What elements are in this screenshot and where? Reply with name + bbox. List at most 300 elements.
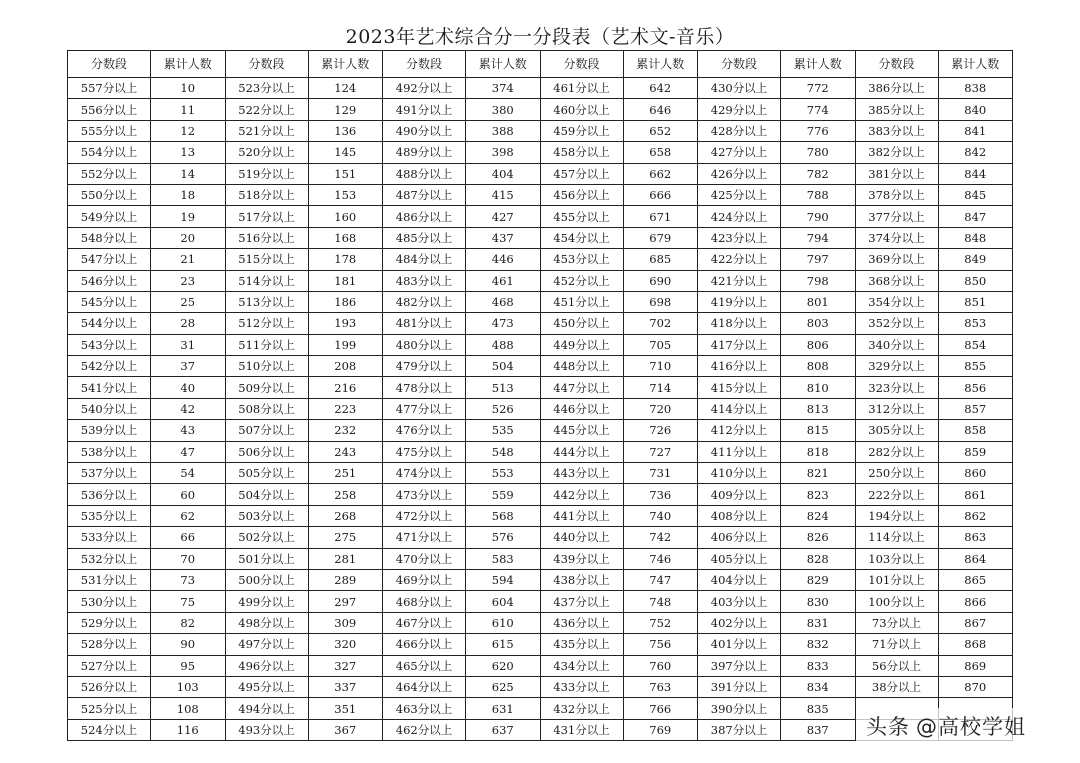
table-row — [68, 484, 1013, 505]
count-cell: 747 — [623, 569, 698, 590]
table-row — [68, 634, 1013, 655]
score-cell: 438分以上 — [540, 569, 623, 590]
count-cell: 535 — [466, 420, 541, 441]
count-cell: 853 — [938, 313, 1013, 334]
score-cell: 520分以上 — [225, 142, 308, 163]
score-cell: 428分以上 — [698, 120, 781, 141]
count-cell: 21 — [151, 249, 226, 270]
count-cell: 823 — [781, 484, 856, 505]
score-cell: 71分以上 — [855, 634, 938, 655]
score-cell: 421分以上 — [698, 270, 781, 291]
score-cell: 416分以上 — [698, 356, 781, 377]
score-cell: 194分以上 — [855, 505, 938, 526]
score-cell: 509分以上 — [225, 377, 308, 398]
count-cell: 103 — [151, 676, 226, 697]
score-cell: 482分以上 — [383, 291, 466, 312]
score-cell: 374分以上 — [855, 227, 938, 248]
count-cell: 726 — [623, 420, 698, 441]
column-header-count: 累计人数 — [623, 51, 698, 78]
count-cell: 798 — [781, 270, 856, 291]
count-cell: 666 — [623, 184, 698, 205]
count-cell: 42 — [151, 398, 226, 419]
score-cell: 405分以上 — [698, 548, 781, 569]
count-cell: 865 — [938, 569, 1013, 590]
score-cell: 489分以上 — [383, 142, 466, 163]
count-cell: 66 — [151, 527, 226, 548]
count-cell: 788 — [781, 184, 856, 205]
table-row — [68, 334, 1013, 355]
table-row — [68, 78, 1013, 99]
count-cell: 864 — [938, 548, 1013, 569]
count-cell: 870 — [938, 676, 1013, 697]
score-cell: 312分以上 — [855, 398, 938, 419]
count-cell: 258 — [308, 484, 383, 505]
score-cell: 528分以上 — [68, 634, 151, 655]
count-cell: 14 — [151, 163, 226, 184]
count-cell: 705 — [623, 334, 698, 355]
score-cell: 222分以上 — [855, 484, 938, 505]
score-cell: 440分以上 — [540, 527, 623, 548]
count-cell: 43 — [151, 420, 226, 441]
column-header-count: 累计人数 — [938, 51, 1013, 78]
score-cell: 522分以上 — [225, 99, 308, 120]
count-cell: 374 — [466, 78, 541, 99]
score-cell: 494分以上 — [225, 698, 308, 719]
count-cell: 223 — [308, 398, 383, 419]
score-cell: 493分以上 — [225, 719, 308, 740]
count-cell: 568 — [466, 505, 541, 526]
count-cell: 821 — [781, 463, 856, 484]
score-cell: 101分以上 — [855, 569, 938, 590]
score-cell: 556分以上 — [68, 99, 151, 120]
score-cell: 450分以上 — [540, 313, 623, 334]
count-cell: 208 — [308, 356, 383, 377]
count-cell: 513 — [466, 377, 541, 398]
score-cell: 475分以上 — [383, 441, 466, 462]
count-cell: 75 — [151, 591, 226, 612]
count-cell: 851 — [938, 291, 1013, 312]
score-cell: 461分以上 — [540, 78, 623, 99]
count-cell: 243 — [308, 441, 383, 462]
score-cell: 486分以上 — [383, 206, 466, 227]
score-cell: 454分以上 — [540, 227, 623, 248]
score-cell: 552分以上 — [68, 163, 151, 184]
table-row — [68, 676, 1013, 697]
count-cell: 840 — [938, 99, 1013, 120]
score-cell: 427分以上 — [698, 142, 781, 163]
score-cell: 483分以上 — [383, 270, 466, 291]
score-cell: 508分以上 — [225, 398, 308, 419]
count-cell: 856 — [938, 377, 1013, 398]
score-cell: 547分以上 — [68, 249, 151, 270]
column-header-count: 累计人数 — [151, 51, 226, 78]
score-cell: 488分以上 — [383, 163, 466, 184]
score-cell: 387分以上 — [698, 719, 781, 740]
count-cell: 367 — [308, 719, 383, 740]
count-cell: 404 — [466, 163, 541, 184]
count-cell: 275 — [308, 527, 383, 548]
count-cell: 153 — [308, 184, 383, 205]
table-row — [68, 463, 1013, 484]
score-cell: 491分以上 — [383, 99, 466, 120]
score-cell: 250分以上 — [855, 463, 938, 484]
score-cell: 425分以上 — [698, 184, 781, 205]
column-header-score: 分数段 — [383, 51, 466, 78]
score-cell: 368分以上 — [855, 270, 938, 291]
count-cell: 380 — [466, 99, 541, 120]
score-cell: 385分以上 — [855, 99, 938, 120]
count-cell: 415 — [466, 184, 541, 205]
table-row — [68, 377, 1013, 398]
column-header-count: 累计人数 — [781, 51, 856, 78]
score-cell: 452分以上 — [540, 270, 623, 291]
count-cell: 615 — [466, 634, 541, 655]
score-cell: 497分以上 — [225, 634, 308, 655]
score-cell: 56分以上 — [855, 655, 938, 676]
count-cell: 801 — [781, 291, 856, 312]
count-cell: 652 — [623, 120, 698, 141]
count-cell: 351 — [308, 698, 383, 719]
score-cell: 463分以上 — [383, 698, 466, 719]
count-cell: 23 — [151, 270, 226, 291]
score-cell: 443分以上 — [540, 463, 623, 484]
count-cell: 181 — [308, 270, 383, 291]
count-cell: 834 — [781, 676, 856, 697]
count-cell: 698 — [623, 291, 698, 312]
count-cell: 828 — [781, 548, 856, 569]
count-cell: 866 — [938, 591, 1013, 612]
score-cell: 419分以上 — [698, 291, 781, 312]
score-cell: 545分以上 — [68, 291, 151, 312]
count-cell: 124 — [308, 78, 383, 99]
score-cell: 539分以上 — [68, 420, 151, 441]
table-row — [68, 612, 1013, 633]
score-cell: 554分以上 — [68, 142, 151, 163]
count-cell: 437 — [466, 227, 541, 248]
score-cell: 492分以上 — [383, 78, 466, 99]
score-cell: 468分以上 — [383, 591, 466, 612]
count-cell: 794 — [781, 227, 856, 248]
count-cell: 594 — [466, 569, 541, 590]
score-cell: 100分以上 — [855, 591, 938, 612]
score-cell: 414分以上 — [698, 398, 781, 419]
count-cell: 818 — [781, 441, 856, 462]
score-cell: 530分以上 — [68, 591, 151, 612]
count-cell: 858 — [938, 420, 1013, 441]
score-cell: 458分以上 — [540, 142, 623, 163]
count-cell: 831 — [781, 612, 856, 633]
score-cell: 282分以上 — [855, 441, 938, 462]
score-cell: 430分以上 — [698, 78, 781, 99]
score-cell: 527分以上 — [68, 655, 151, 676]
table-row — [68, 142, 1013, 163]
count-cell: 662 — [623, 163, 698, 184]
score-cell: 548分以上 — [68, 227, 151, 248]
score-cell: 412分以上 — [698, 420, 781, 441]
count-cell: 760 — [623, 655, 698, 676]
count-cell: 427 — [466, 206, 541, 227]
score-cell: 541分以上 — [68, 377, 151, 398]
table-row — [68, 163, 1013, 184]
score-cell: 354分以上 — [855, 291, 938, 312]
score-cell: 424分以上 — [698, 206, 781, 227]
score-cell: 472分以上 — [383, 505, 466, 526]
score-cell: 382分以上 — [855, 142, 938, 163]
score-cell: 305分以上 — [855, 420, 938, 441]
count-cell: 748 — [623, 591, 698, 612]
score-cell: 467分以上 — [383, 612, 466, 633]
count-cell: 136 — [308, 120, 383, 141]
column-header-count: 累计人数 — [466, 51, 541, 78]
count-cell: 756 — [623, 634, 698, 655]
score-cell: 410分以上 — [698, 463, 781, 484]
column-header-score: 分数段 — [540, 51, 623, 78]
page-title: 2023年艺术综合分一分段表（艺术文-音乐） — [345, 26, 735, 48]
score-cell: 502分以上 — [225, 527, 308, 548]
count-cell: 844 — [938, 163, 1013, 184]
score-cell: 433分以上 — [540, 676, 623, 697]
score-cell: 352分以上 — [855, 313, 938, 334]
count-cell: 813 — [781, 398, 856, 419]
count-cell: 604 — [466, 591, 541, 612]
watermark-handle: @高校学姐 — [916, 715, 1026, 739]
count-cell: 289 — [308, 569, 383, 590]
score-cell: 506分以上 — [225, 441, 308, 462]
count-cell: 631 — [466, 698, 541, 719]
count-cell: 769 — [623, 719, 698, 740]
score-cell: 525分以上 — [68, 698, 151, 719]
score-cell: 477分以上 — [383, 398, 466, 419]
score-cell: 531分以上 — [68, 569, 151, 590]
count-cell: 842 — [938, 142, 1013, 163]
count-cell: 526 — [466, 398, 541, 419]
count-cell: 327 — [308, 655, 383, 676]
count-cell: 797 — [781, 249, 856, 270]
score-cell: 442分以上 — [540, 484, 623, 505]
count-cell: 861 — [938, 484, 1013, 505]
count-cell: 637 — [466, 719, 541, 740]
score-cell: 390分以上 — [698, 698, 781, 719]
score-cell: 516分以上 — [225, 227, 308, 248]
count-cell: 752 — [623, 612, 698, 633]
count-cell: 90 — [151, 634, 226, 655]
score-cell: 408分以上 — [698, 505, 781, 526]
count-cell: 11 — [151, 99, 226, 120]
score-cell: 445分以上 — [540, 420, 623, 441]
score-cell: 383分以上 — [855, 120, 938, 141]
count-cell: 60 — [151, 484, 226, 505]
count-cell: 868 — [938, 634, 1013, 655]
table-row — [68, 291, 1013, 312]
count-cell: 854 — [938, 334, 1013, 355]
column-header-count: 累计人数 — [308, 51, 383, 78]
score-cell: 555分以上 — [68, 120, 151, 141]
count-cell: 129 — [308, 99, 383, 120]
count-cell: 18 — [151, 184, 226, 205]
score-cell: 521分以上 — [225, 120, 308, 141]
count-cell: 859 — [938, 441, 1013, 462]
count-cell: 815 — [781, 420, 856, 441]
score-cell: 401分以上 — [698, 634, 781, 655]
table-row — [68, 420, 1013, 441]
score-cell: 423分以上 — [698, 227, 781, 248]
score-cell: 415分以上 — [698, 377, 781, 398]
count-cell: 848 — [938, 227, 1013, 248]
score-cell: 498分以上 — [225, 612, 308, 633]
count-cell: 548 — [466, 441, 541, 462]
count-cell: 160 — [308, 206, 383, 227]
column-header-score: 分数段 — [68, 51, 151, 78]
score-cell: 487分以上 — [383, 184, 466, 205]
count-cell: 40 — [151, 377, 226, 398]
score-cell: 431分以上 — [540, 719, 623, 740]
count-cell: 867 — [938, 612, 1013, 633]
score-cell: 381分以上 — [855, 163, 938, 184]
count-cell: 746 — [623, 548, 698, 569]
score-cell: 479分以上 — [383, 356, 466, 377]
score-cell: 529分以上 — [68, 612, 151, 633]
count-cell: 690 — [623, 270, 698, 291]
score-cell: 499分以上 — [225, 591, 308, 612]
count-cell: 685 — [623, 249, 698, 270]
score-cell: 513分以上 — [225, 291, 308, 312]
table-row — [68, 227, 1013, 248]
count-cell: 776 — [781, 120, 856, 141]
count-cell: 70 — [151, 548, 226, 569]
count-cell: 145 — [308, 142, 383, 163]
count-cell: 468 — [466, 291, 541, 312]
count-cell: 625 — [466, 676, 541, 697]
count-cell: 168 — [308, 227, 383, 248]
score-cell: 456分以上 — [540, 184, 623, 205]
score-cell: 538分以上 — [68, 441, 151, 462]
score-cell: 503分以上 — [225, 505, 308, 526]
score-cell: 523分以上 — [225, 78, 308, 99]
score-cell: 447分以上 — [540, 377, 623, 398]
score-cell: 377分以上 — [855, 206, 938, 227]
count-cell: 860 — [938, 463, 1013, 484]
score-cell: 448分以上 — [540, 356, 623, 377]
score-cell: 435分以上 — [540, 634, 623, 655]
count-cell: 12 — [151, 120, 226, 141]
count-cell: 473 — [466, 313, 541, 334]
table-row — [68, 249, 1013, 270]
count-cell: 642 — [623, 78, 698, 99]
count-cell: 73 — [151, 569, 226, 590]
score-cell: 439分以上 — [540, 548, 623, 569]
score-cell: 524分以上 — [68, 719, 151, 740]
count-cell: 62 — [151, 505, 226, 526]
count-cell: 620 — [466, 655, 541, 676]
score-cell: 437分以上 — [540, 591, 623, 612]
score-cell: 114分以上 — [855, 527, 938, 548]
count-cell: 10 — [151, 78, 226, 99]
count-cell: 658 — [623, 142, 698, 163]
score-cell: 518分以上 — [225, 184, 308, 205]
count-cell: 199 — [308, 334, 383, 355]
count-cell: 742 — [623, 527, 698, 548]
count-cell: 849 — [938, 249, 1013, 270]
score-cell: 432分以上 — [540, 698, 623, 719]
score-cell: 455分以上 — [540, 206, 623, 227]
count-cell: 646 — [623, 99, 698, 120]
score-cell: 403分以上 — [698, 591, 781, 612]
score-cell: 460分以上 — [540, 99, 623, 120]
count-cell: 297 — [308, 591, 383, 612]
score-cell: 73分以上 — [855, 612, 938, 633]
count-cell: 54 — [151, 463, 226, 484]
score-cell: 490分以上 — [383, 120, 466, 141]
count-cell: 847 — [938, 206, 1013, 227]
count-cell: 833 — [781, 655, 856, 676]
score-cell: 481分以上 — [383, 313, 466, 334]
score-cell: 544分以上 — [68, 313, 151, 334]
count-cell: 830 — [781, 591, 856, 612]
table-row — [68, 356, 1013, 377]
score-cell: 409分以上 — [698, 484, 781, 505]
score-cell: 38分以上 — [855, 676, 938, 697]
table-row — [68, 655, 1013, 676]
count-cell: 679 — [623, 227, 698, 248]
count-cell: 281 — [308, 548, 383, 569]
table-body — [68, 78, 1013, 741]
score-cell: 533分以上 — [68, 527, 151, 548]
count-cell: 782 — [781, 163, 856, 184]
count-cell: 216 — [308, 377, 383, 398]
score-cell: 464分以上 — [383, 676, 466, 697]
score-cell: 449分以上 — [540, 334, 623, 355]
table-row — [68, 120, 1013, 141]
count-cell: 576 — [466, 527, 541, 548]
score-cell: 457分以上 — [540, 163, 623, 184]
score-cell: 429分以上 — [698, 99, 781, 120]
score-cell: 441分以上 — [540, 505, 623, 526]
score-cell: 540分以上 — [68, 398, 151, 419]
score-cell: 500分以上 — [225, 569, 308, 590]
score-cell: 535分以上 — [68, 505, 151, 526]
score-cell: 557分以上 — [68, 78, 151, 99]
count-cell: 446 — [466, 249, 541, 270]
score-cell: 496分以上 — [225, 655, 308, 676]
count-cell: 855 — [938, 356, 1013, 377]
score-cell: 465分以上 — [383, 655, 466, 676]
table-header-row — [68, 51, 1013, 78]
score-cell: 517分以上 — [225, 206, 308, 227]
count-cell: 19 — [151, 206, 226, 227]
count-cell: 824 — [781, 505, 856, 526]
score-cell: 451分以上 — [540, 291, 623, 312]
score-cell: 549分以上 — [68, 206, 151, 227]
table-row — [68, 270, 1013, 291]
count-cell: 309 — [308, 612, 383, 633]
score-distribution-table — [67, 50, 1013, 741]
count-cell: 388 — [466, 120, 541, 141]
count-cell: 736 — [623, 484, 698, 505]
table-row — [68, 569, 1013, 590]
count-cell: 832 — [781, 634, 856, 655]
count-cell: 803 — [781, 313, 856, 334]
score-cell: 469分以上 — [383, 569, 466, 590]
count-cell: 740 — [623, 505, 698, 526]
count-cell: 763 — [623, 676, 698, 697]
score-cell: 459分以上 — [540, 120, 623, 141]
score-cell: 453分以上 — [540, 249, 623, 270]
score-cell: 476分以上 — [383, 420, 466, 441]
score-cell: 466分以上 — [383, 634, 466, 655]
score-cell: 504分以上 — [225, 484, 308, 505]
score-cell: 515分以上 — [225, 249, 308, 270]
count-cell: 766 — [623, 698, 698, 719]
